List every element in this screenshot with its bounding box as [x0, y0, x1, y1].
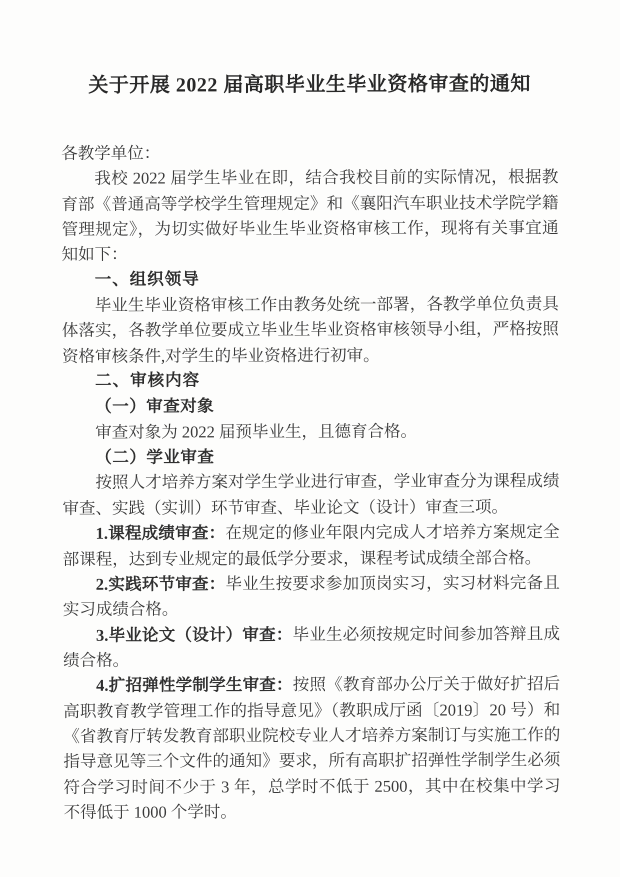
numbered-item: 1.课程成绩审查：在规定的修业年限内完成人才培养方案规定全部课程，达到专业规定的最低学分要求，课程考试成绩全部合格。 — [62, 522, 560, 569]
numbered-item: 2.实践环节审查：毕业生按要求参加顶岗实习，实习材料完备且实习成绩合格。 — [62, 572, 560, 620]
body-paragraph: 我校 2022 届学生毕业在即，结合我校目前的实际情况，根据教育部《普通高等学校学生管理规定》和《襄阳汽车职业技术学院学籍管理规定》，为切实做好毕业生毕业资格审核工作，现将有关事宜通知如下： — [61, 167, 559, 265]
body-paragraph: 毕业生毕业资格审核工作由教务处统一部署，各教学单位负责具体落实，各教学单位要成立毕业生毕业资格审核领导小组，严格按照资格审核条件,对学生的毕业资格进行初审。 — [61, 294, 559, 366]
document-body — [61, 139, 560, 825]
body-paragraph: 审查对象为 2022 届预毕业生，且德育合格。 — [95, 421, 418, 442]
document-content — [61, 70, 561, 825]
item-label: 4.扩招弹性学制学生审查： — [96, 675, 293, 695]
section-heading: 二、审核内容 — [95, 371, 201, 390]
subsection-heading: （二）学业审查 — [95, 447, 215, 467]
item-label: 1.课程成绩审查： — [95, 523, 226, 543]
item-label: 2.实践环节审查： — [95, 574, 226, 594]
section-heading: 一、组织领导 — [94, 270, 200, 289]
salutation-line: 各教学单位： — [61, 143, 161, 163]
item-label: 3.毕业论文（设计）审查： — [95, 624, 293, 645]
body-paragraph: 按照人才培养方案对学生学业进行审查，学业审查分为课程成绩审查、实践（实训）环节审查、毕业论文（设计）审查三项。 — [62, 471, 560, 518]
subsection-heading: （一）审查对象 — [95, 396, 215, 417]
numbered-item: 4.扩招弹性学制学生审查：按照《教育部办公厅关于做好扩招后高职教育教学管理工作的指导意见》（教职成厅函〔2019〕20 号）和《省教育厅转发教育部职业院校专业人才培养方案制订与实施工作的指导意见等三个文件的通知》要求，所有高职扩招弹性学制学生必须符合学习时间不少于 3 年，总学时不低于 2500，其中在校集中学习不得低于 1000 个学时。 — [63, 674, 561, 822]
numbered-item: 3.毕业论文（设计）审查：毕业生必须按规定时间参加答辩且成绩合格。 — [63, 623, 561, 670]
document-title: 关于开展 2022 届高职毕业生毕业资格审查的通知 — [88, 73, 531, 97]
